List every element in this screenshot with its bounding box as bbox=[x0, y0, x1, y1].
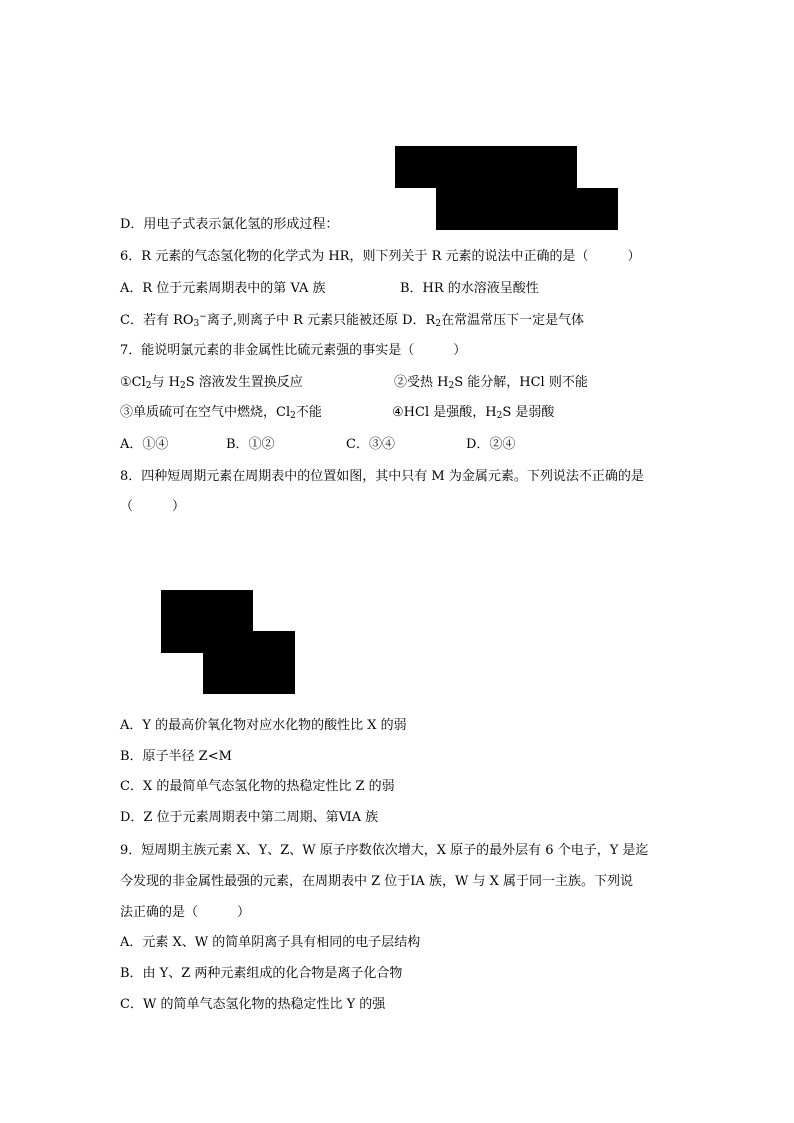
q7-facts-34 bbox=[120, 404, 555, 422]
q6-option-b: B．HR 的水溶液呈酸性 bbox=[400, 281, 539, 296]
q6-d-sub: 2 bbox=[435, 319, 442, 329]
q6-c-sup: − bbox=[199, 312, 207, 322]
q8-option-b: B．原子半径 Z<M bbox=[120, 749, 232, 764]
q8-stem: 8．四种短周期元素在周期表中的位置如图，其中只有 M 为金属元素。下列说法不正确的是 bbox=[120, 469, 644, 484]
q5-option-d: D．用电子式表示氯化氢的形成过程： bbox=[120, 217, 339, 232]
q7-fact-3: ③单质硫可在空气中燃烧，$Cl_2$不能 bbox=[120, 405, 322, 421]
q6-option-c-d bbox=[120, 312, 584, 330]
q8-option-c: C．X 的最简单气态氢化物的热稳定性比 Z 的弱 bbox=[120, 779, 395, 794]
q6-d-text: 在常温常压下一定是气体 bbox=[441, 313, 585, 328]
q9-option-c: C．W 的简单气态氢化物的热稳定性比 Y 的强 bbox=[120, 997, 386, 1012]
q6-stem: 6．R 元素的气态氢化物的化学式为 HR，则下列关于 R 元素的说法中正确的是（ ） bbox=[120, 249, 641, 264]
q8-answer-paren: （ ） bbox=[120, 499, 186, 514]
q7-option-b: B．①② bbox=[226, 437, 275, 452]
q7-facts-12 bbox=[120, 374, 588, 392]
periodic-figure-block-3 bbox=[203, 653, 253, 694]
q7-option-d: D．②④ bbox=[466, 437, 516, 452]
q7-fact-1: $①Cl_2$与 $H_2S$ 溶液发生置换反应 bbox=[120, 375, 303, 391]
q6-c-sub: 3 bbox=[193, 319, 200, 329]
q6-c-text-2: 离子,则离子中 R 元素只能被还原 D．R bbox=[206, 313, 436, 328]
q8-option-a: A．Y 的最高价氧化物对应水化物的酸性比 X 的弱 bbox=[120, 718, 407, 733]
formation-figure-block-3 bbox=[577, 188, 618, 230]
periodic-figure-block-2 bbox=[253, 631, 295, 694]
q9-option-b: B．由 Y、Z 两种元素组成的化合物是离子化合物 bbox=[120, 966, 403, 981]
q7-stem: 7．能说明氯元素的非金属性比硫元素强的事实是（ ） bbox=[120, 343, 467, 358]
q7-fact-4: ④HCl 是强酸，$H_2S$ 是弱酸 bbox=[392, 405, 555, 421]
periodic-figure-block-1 bbox=[161, 590, 253, 653]
formation-figure-block-1 bbox=[395, 146, 577, 188]
q9-stem-line-2: 今发现的非金属性最强的元素，在周期表中 Z 位于ⅠA 族，W 与 X 属于同一主族。下列说 bbox=[120, 874, 633, 889]
formation-figure-block-2 bbox=[436, 188, 577, 230]
q9-stem-line-1: 9．短周期主族元素 X、Y、Z、W 原子序数依次增大，X 原子的最外层有 6 个电子，Y 是迄 bbox=[120, 843, 649, 858]
q7-options bbox=[120, 436, 516, 454]
q9-stem-line-3: 法正确的是（ ） bbox=[120, 905, 251, 920]
q6-option-a: A．R 位于元素周期表中的第 VA 族 bbox=[120, 281, 326, 296]
q7-fact-2: ②受热 $H_2S$ 能分解，HCl 则不能 bbox=[394, 375, 588, 391]
q7-option-c: C．③④ bbox=[346, 437, 395, 452]
q6-c-text-1: C．若有 RO bbox=[120, 313, 194, 328]
q9-option-a: A．元素 X、W 的简单阴离子具有相同的电子层结构 bbox=[120, 935, 421, 950]
q6-options-ab bbox=[120, 280, 539, 298]
q8-option-d: D．Z 位于元素周期表中第二周期、第ⅥA 族 bbox=[120, 810, 379, 825]
q7-option-a: A．①④ bbox=[120, 437, 169, 452]
